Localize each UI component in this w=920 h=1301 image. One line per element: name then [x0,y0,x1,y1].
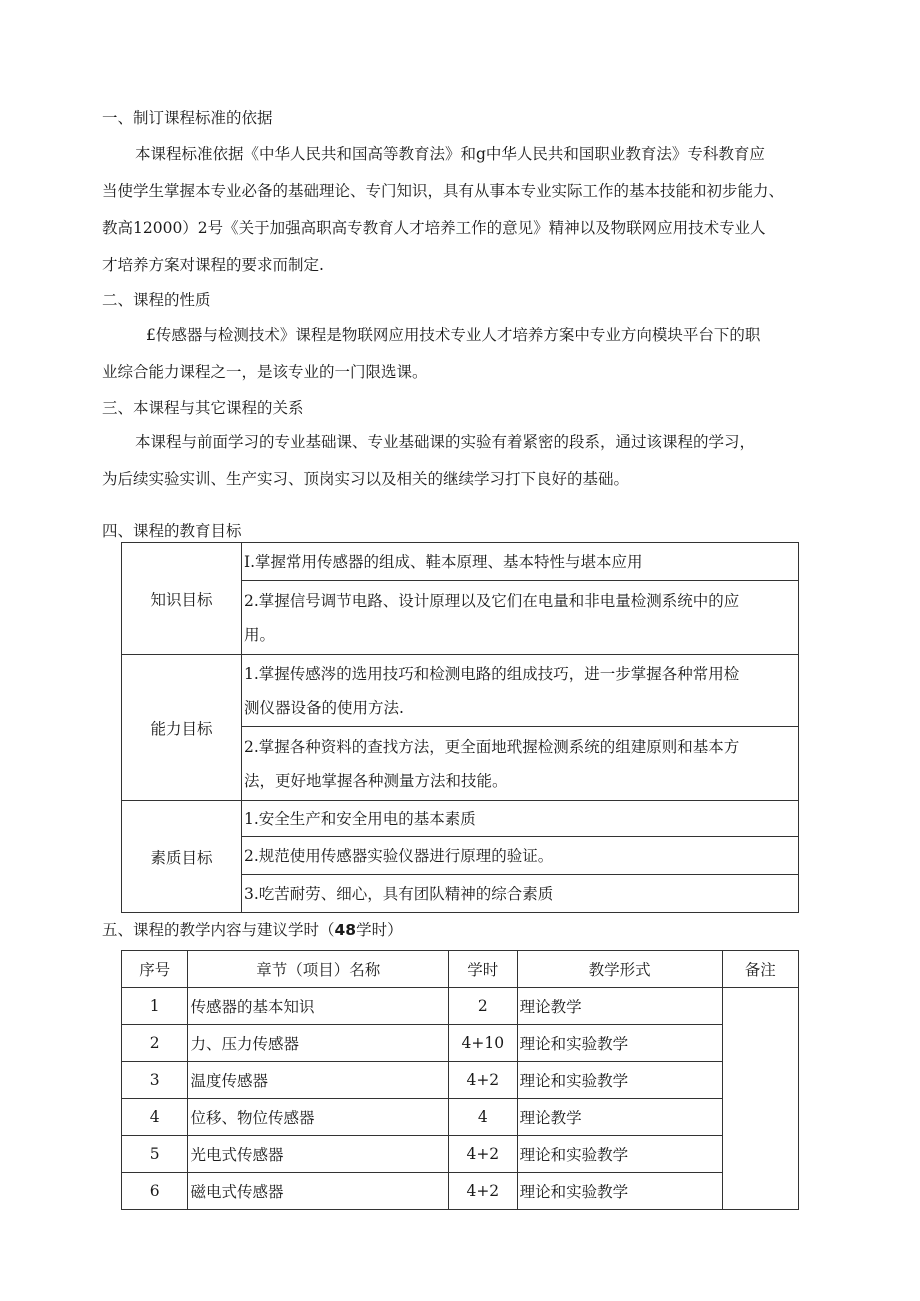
objective-line: 测仪器设备的使用方法. [244,698,404,717]
objective-line: 2.掌握信号调节电路、设计原理以及它们在电量和非电量检测系统中的应 [244,591,740,610]
cell-format: 理论和实验教学 [517,1025,722,1062]
table-row [122,1173,799,1210]
objective-line: 3.吃苦耐劳、细心，具有团队精神的综合素质 [244,884,554,903]
cell-hours: 4+2 [448,1136,517,1173]
table-row [122,1136,799,1173]
cell-chapter: 光电式传感器 [188,1136,449,1173]
col-header-chapter: 章节（项目）名称 [188,951,449,988]
col-header-notes: 备注 [722,951,798,988]
paragraph-line: £传感器与检测技术》课程是物联网应用技术专业人才培养方案中专业方向模块平台下的职 [146,326,761,344]
section-2-paragraph [102,317,802,391]
objective-line: 2.规范使用传感器实验仪器进行原理的验证。 [244,846,554,865]
paragraph-line: 本课程与前面学习的专业基础课、专业基础课的实验有着紧密的段系，通过该课程的学习， [135,433,756,451]
objective-item [242,801,799,837]
objective-line: I.掌握常用传感器的组成、鞋本原理、基本特性与堪本应用 [244,552,643,571]
objective-line: 2.掌握各种资料的查找方法，更全面地玳握检测系统的组建原则和基本方 [244,737,740,756]
objective-category: 能力目标 [122,655,242,801]
cell-chapter: 位移、物位传感器 [188,1099,449,1136]
section-2-heading: 二、课程的性质 [102,291,211,309]
cell-hours: 4+2 [448,1173,517,1210]
objective-item [242,581,799,655]
cell-index: 2 [122,1025,188,1062]
paragraph-line: 本课程标准依据《中华人民共和国高等教育法》和g中华人民共和国职业教育法》专科教育应 [135,145,765,163]
section-4-heading: 四、课程的教育目标 [102,522,242,540]
cell-chapter: 传感器的基本知识 [188,988,449,1025]
objective-item [242,543,799,581]
cell-chapter: 力、压力传感器 [188,1025,449,1062]
table-row [122,1025,799,1062]
cell-format: 理论教学 [517,988,722,1025]
paragraph-line: 教高12000）2号《关于加强高职高专教育人才培养工作的意见》精神以及物联网应用技术专业人 [102,219,766,237]
section-3-paragraph [102,424,802,498]
objective-item [242,727,799,801]
section-1-heading: 一、制订课程标准的依据 [102,109,273,127]
objectives-table [121,542,799,913]
cell-index: 3 [122,1062,188,1099]
table-header-row [122,951,799,988]
cell-hours: 2 [448,988,517,1025]
cell-index: 4 [122,1099,188,1136]
cell-hours: 4 [448,1099,517,1136]
col-header-index: 序号 [122,951,188,988]
section-5-heading-prefix: 五、课程的教学内容与建议学时（ [102,921,335,939]
cell-format: 理论和实验教学 [517,1173,722,1210]
cell-hours: 4+10 [448,1025,517,1062]
objective-category: 知识目标 [122,543,242,655]
paragraph-line: 才培养方案对课程的要求而制定. [102,256,324,274]
objective-line: 用。 [244,625,276,644]
objective-item [242,875,799,913]
cell-index: 5 [122,1136,188,1173]
table-row [122,1062,799,1099]
section-1-paragraph [102,136,802,284]
cell-hours: 4+2 [448,1062,517,1099]
objective-item [242,837,799,875]
objective-line: 1.掌握传感涔的选用技巧和检测电路的组成技巧，进一步掌握各种常用检 [244,664,740,683]
cell-index: 1 [122,988,188,1025]
section-5-heading [102,918,403,940]
objective-category: 素质目标 [122,801,242,913]
cell-index: 6 [122,1173,188,1210]
objective-line: 法，更好地掌握各种测量方法和技能。 [244,771,508,790]
table-row [122,988,799,1025]
cell-format: 理论和实验教学 [517,1136,722,1173]
section-5-hours: 48 [334,921,357,939]
cell-format: 理论教学 [517,1099,722,1136]
objective-line: 1.安全生产和安全用电的基本素质 [244,809,476,828]
section-5-heading-suffix: 学时） [356,921,403,939]
content-table [121,950,799,1210]
col-header-hours: 学时 [448,951,517,988]
cell-format: 理论和实验教学 [517,1062,722,1099]
paragraph-line: 当使学生掌握本专业必备的基础理论、专门知识，具有从事本专业实际工作的基本技能和初步能力、 [102,182,785,200]
cell-notes [722,988,798,1210]
col-header-format: 教学形式 [517,951,722,988]
section-3-heading: 三、本课程与其它课程的关系 [102,399,304,417]
paragraph-line: 为后续实验实训、生产实习、顶岗实习以及相关的继续学习打下良好的基础。 [102,470,630,488]
table-row [122,1099,799,1136]
objective-item [242,655,799,727]
paragraph-line: 业综合能力课程之一，是该专业的一门限选课。 [102,363,428,381]
cell-chapter: 温度传感器 [188,1062,449,1099]
cell-chapter: 磁电式传感器 [188,1173,449,1210]
